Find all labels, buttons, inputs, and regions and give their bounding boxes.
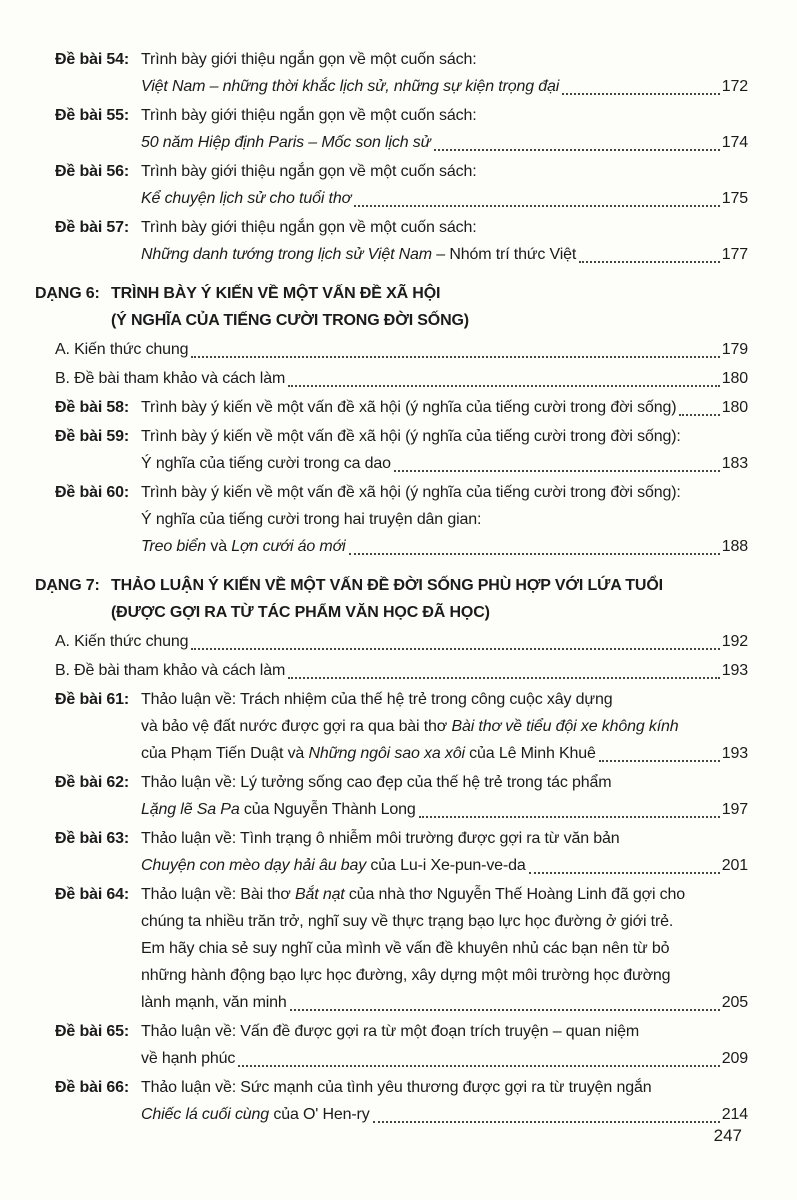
toc-entry-label: Đề bài 63: [55, 830, 130, 847]
toc-entry-lines [141, 479, 748, 560]
toc-line-text [141, 423, 681, 450]
toc-page-number: 193 [721, 662, 748, 679]
toc-line-text [141, 1074, 651, 1101]
toc-text-segment: Thảo luận về: Vấn đề được gợi ra từ một đoạn trích truyện – quan niệm [141, 1023, 640, 1040]
book-title-italic: Kể chuyện lịch sử cho tuổi thơ [141, 190, 352, 207]
toc-line-text [141, 394, 676, 421]
dotted-leader [238, 1065, 719, 1067]
toc-line [141, 506, 748, 533]
toc-line [141, 533, 748, 560]
toc-page-number: 175 [721, 190, 748, 207]
toc-text-segment: Thảo luận về: Lý tưởng sống cao đẹp của thế hệ trẻ trong tác phẩm [141, 774, 612, 791]
toc-line [141, 1101, 748, 1128]
toc-entry [55, 1018, 748, 1072]
toc-entry-lines [141, 769, 748, 823]
toc-text-segment: của O' Hen-ry [269, 1106, 370, 1123]
toc-line-text [141, 102, 477, 129]
toc-page-number: 183 [721, 455, 748, 472]
toc-text-segment: về hạnh phúc [141, 1050, 236, 1067]
toc-text-segment: Ý nghĩa của tiếng cười trong hai truyện dân gian: [141, 511, 482, 528]
toc-subentry [55, 657, 748, 684]
dotted-leader [419, 816, 720, 818]
book-title-italic: Bắt nạt [294, 886, 345, 903]
toc-line-text [141, 740, 596, 767]
toc-line-text [55, 336, 188, 363]
toc-entry-label: Đề bài 57: [55, 219, 130, 236]
toc-text-segment: của Lu-i Xe-pun-ve-da [366, 857, 526, 874]
dotted-leader [349, 553, 720, 555]
toc-line-text [141, 825, 620, 852]
toc-entry-lines [141, 423, 748, 477]
toc-line [141, 214, 748, 241]
toc-line [141, 796, 748, 823]
toc-line [141, 881, 748, 908]
toc-line [55, 628, 748, 655]
toc-text-segment: Trình bày giới thiệu ngắn gọn về một cuốn sách: [141, 51, 477, 68]
toc-line [141, 73, 748, 100]
toc-text-segment: chúng ta nhiều trăn trở, nghĩ suy về thực trạng bạo lực học đường ở giới trẻ. [141, 913, 674, 930]
toc-text-segment: A. Kiến thức chung [55, 633, 189, 650]
toc-line-text [55, 657, 285, 684]
toc-page-number: 201 [721, 857, 748, 874]
toc-text-segment: những hành động bạo lực học đường, xây dựng một môi trường học đường [141, 967, 671, 984]
toc-entry-lines [141, 158, 748, 212]
toc-text-segment: Thảo luận về: Sức mạnh của tình yêu thương được gợi ra từ truyện ngắn [141, 1079, 652, 1096]
toc-entry [55, 214, 748, 268]
toc-line-text [141, 450, 391, 477]
toc-text-segment: và bảo vệ đất nước được gợi ra qua bài thơ [141, 718, 452, 735]
dotted-leader [529, 872, 720, 874]
toc-line [141, 686, 748, 713]
section-heading-label: DẠNG 6: [35, 285, 100, 302]
dotted-leader [354, 205, 720, 207]
toc-line [141, 450, 748, 477]
section-heading-line: (ĐƯỢC GỢI RA TỪ TÁC PHẨM VĂN HỌC ĐÃ HỌC) [111, 604, 490, 621]
toc-line-text [141, 962, 670, 989]
toc-line-text [141, 796, 416, 823]
toc-text-segment: Thảo luận về: Bài thơ [141, 886, 295, 903]
book-title-italic: Việt Nam – những thời khắc lịch sử, những sự kiện trọng đại [141, 78, 560, 95]
toc-page-number: 197 [721, 801, 748, 818]
toc-line-text [141, 73, 559, 100]
toc-entry-lines [141, 825, 748, 879]
section-heading-lines [111, 572, 748, 626]
toc-page-number: 180 [721, 370, 748, 387]
toc-entry [55, 158, 748, 212]
toc-entry-label: Đề bài 60: [55, 484, 130, 501]
toc-text-segment: và [206, 538, 232, 555]
toc-line [141, 394, 748, 421]
toc-text-segment: của Nguyễn Thành Long [239, 801, 416, 818]
toc-line-text [55, 365, 285, 392]
toc-entry [55, 423, 748, 477]
toc-line [141, 158, 748, 185]
toc-line [141, 713, 748, 740]
dotted-leader [373, 1121, 720, 1123]
book-title-italic: Treo biển [141, 538, 207, 555]
toc-page-number: 205 [721, 994, 748, 1011]
toc-line-text [141, 852, 526, 879]
toc-entry-label: Đề bài 65: [55, 1023, 130, 1040]
toc-entry [55, 479, 748, 560]
toc-text-segment: Trình bày ý kiến về một vấn đề xã hội (ý nghĩa của tiếng cười trong đời sống) [141, 399, 677, 416]
toc-line [141, 1074, 748, 1101]
toc-entry [55, 881, 748, 1016]
toc-line-text [55, 628, 188, 655]
book-title-italic: Chiếc lá cuối cùng [141, 1106, 270, 1123]
toc-line [141, 102, 748, 129]
book-title-italic: Những ngôi sao xa xôi [308, 745, 465, 762]
toc-entry [55, 686, 748, 767]
toc-entry-label: Đề bài 56: [55, 163, 130, 180]
toc-text-segment: Trình bày giới thiệu ngắn gọn về một cuốn sách: [141, 107, 477, 124]
toc-line [141, 129, 748, 156]
toc-entry [55, 825, 748, 879]
toc-line-text [141, 1101, 370, 1128]
toc-text-segment: Thảo luận về: Tình trạng ô nhiễm môi trường được gợi ra từ văn bản [141, 830, 620, 847]
book-title-italic: Bài thơ về tiểu đội xe không kính [451, 718, 679, 735]
toc-line [141, 769, 748, 796]
toc-line [141, 825, 748, 852]
toc-page-number: 177 [721, 246, 748, 263]
toc-list [35, 46, 748, 1128]
section-heading-line: TRÌNH BÀY Ý KIẾN VỀ MỘT VẤN ĐỀ XÃ HỘI [111, 285, 441, 302]
toc-entry-label: Đề bài 66: [55, 1079, 130, 1096]
book-title-italic: Lợn cưới áo mới [231, 538, 346, 555]
dotted-leader [394, 470, 720, 472]
dotted-leader [579, 261, 720, 263]
toc-text-segment: Ý nghĩa của tiếng cười trong ca dao [141, 455, 391, 472]
toc-text-segment: của Lê Minh Khuê [464, 745, 596, 762]
toc-text-segment: Trình bày ý kiến về một vấn đề xã hội (ý nghĩa của tiếng cười trong đời sống): [141, 484, 681, 501]
toc-line [141, 1018, 748, 1045]
toc-entry-label: Đề bài 62: [55, 774, 130, 791]
toc-text-segment: lành mạnh, văn minh [141, 994, 287, 1011]
toc-line-text [141, 533, 346, 560]
book-title-italic: Lặng lẽ Sa Pa [141, 801, 240, 818]
toc-line-text [141, 506, 481, 533]
toc-text-segment: Trình bày ý kiến về một vấn đề xã hội (ý nghĩa của tiếng cười trong đời sống): [141, 428, 681, 445]
toc-line [55, 365, 748, 392]
toc-line [55, 336, 748, 363]
toc-line [141, 185, 748, 212]
toc-line [141, 46, 748, 73]
toc-line-text [141, 129, 431, 156]
toc-entry [55, 394, 748, 421]
toc-line [141, 1045, 748, 1072]
toc-entry-label: Đề bài 64: [55, 886, 130, 903]
toc-text-segment: B. Đề bài tham khảo và cách làm [55, 662, 286, 679]
dotted-leader [679, 414, 719, 416]
toc-entry [55, 1074, 748, 1128]
book-title-italic: 50 năm Hiệp định Paris – Mốc son lịch sử [141, 134, 431, 151]
toc-entry-label: Đề bài 55: [55, 107, 130, 124]
toc-page-number: 193 [721, 745, 748, 762]
toc-text-segment: Trình bày giới thiệu ngắn gọn về một cuốn sách: [141, 163, 477, 180]
book-title-italic: Những danh tướng trong lịch sử Việt Nam [141, 246, 432, 263]
toc-entry-lines [141, 214, 748, 268]
book-title-italic: Chuyện con mèo dạy hải âu bay [141, 857, 367, 874]
toc-line-text [141, 185, 351, 212]
toc-entry-label: Đề bài 58: [55, 399, 130, 416]
toc-entry-label: Đề bài 54: [55, 51, 130, 68]
toc-text-segment: – Nhóm trí thức Việt [432, 246, 577, 263]
toc-entry [55, 46, 748, 100]
toc-line-text [141, 1018, 639, 1045]
toc-entry [55, 102, 748, 156]
toc-entry-lines [141, 1018, 748, 1072]
toc-text-segment: Thảo luận về: Trách nhiệm của thế hệ trẻ trong công cuộc xây dựng [141, 691, 613, 708]
toc-page-number: 188 [721, 538, 748, 555]
dotted-leader [434, 149, 720, 151]
dotted-leader [288, 677, 720, 679]
dotted-leader [290, 1009, 720, 1011]
toc-line-text [141, 935, 669, 962]
toc-line [55, 657, 748, 684]
toc-text-segment: của nhà thơ Nguyễn Thế Hoàng Linh đã gợi cho [344, 886, 686, 903]
toc-line [141, 479, 748, 506]
section-heading [35, 280, 748, 334]
toc-text-segment: A. Kiến thức chung [55, 341, 189, 358]
toc-page-number: 179 [721, 341, 748, 358]
toc-page-number: 180 [721, 399, 748, 416]
toc-subentry [55, 365, 748, 392]
toc-line-text [141, 158, 477, 185]
toc-entry-label: Đề bài 59: [55, 428, 130, 445]
toc-subentry [55, 628, 748, 655]
toc-text-segment: B. Đề bài tham khảo và cách làm [55, 370, 286, 387]
toc-page-number: 174 [721, 134, 748, 151]
dotted-leader [191, 648, 719, 650]
toc-line-text [141, 989, 287, 1016]
toc-line [141, 241, 748, 268]
toc-line [141, 740, 748, 767]
section-heading [35, 572, 748, 626]
toc-text-segment: Em hãy chia sẻ suy nghĩ của mình về vấn đề khuyên nhủ các bạn nên từ bỏ [141, 940, 670, 957]
toc-line-text [141, 214, 477, 241]
toc-page-number: 214 [721, 1106, 748, 1123]
toc-text-segment: Trình bày giới thiệu ngắn gọn về một cuốn sách: [141, 219, 477, 236]
toc-entry-label: Đề bài 61: [55, 691, 130, 708]
toc-entry-lines [141, 686, 748, 767]
toc-line [141, 989, 748, 1016]
toc-line-text [141, 908, 673, 935]
toc-entry-lines [141, 1074, 748, 1128]
toc-page-number: 192 [721, 633, 748, 650]
toc-line [141, 962, 748, 989]
section-heading-label: DẠNG 7: [35, 577, 100, 594]
toc-page-number: 172 [721, 78, 748, 95]
toc-line [141, 852, 748, 879]
page-footer-number: 247 [713, 1126, 742, 1145]
toc-line [141, 908, 748, 935]
dotted-leader [599, 760, 720, 762]
dotted-leader [288, 385, 720, 387]
toc-entry-lines [141, 102, 748, 156]
toc-line [141, 423, 748, 450]
toc-line-text [141, 46, 477, 73]
section-heading-line: THẢO LUẬN Ý KIẾN VỀ MỘT VẤN ĐỀ ĐỜI SỐNG PHÙ HỢP VỚI LỨA TUỔI [111, 577, 663, 594]
toc-line-text [141, 881, 685, 908]
toc-line-text [141, 713, 679, 740]
toc-line-text [141, 479, 681, 506]
toc-subentry [55, 336, 748, 363]
toc-entry-lines [141, 394, 748, 421]
toc-entry-lines [141, 881, 748, 1016]
section-heading-line: (Ý NGHĨA CỦA TIẾNG CƯỜI TRONG ĐỜI SỐNG) [111, 312, 469, 329]
toc-text-segment: của Phạm Tiến Duật và [141, 745, 309, 762]
toc-page-number: 209 [721, 1050, 748, 1067]
section-heading-lines [111, 280, 748, 334]
toc-line-text [141, 769, 611, 796]
dotted-leader [191, 356, 719, 358]
toc-entry [55, 769, 748, 823]
toc-line-text [141, 686, 612, 713]
toc-line [141, 935, 748, 962]
toc-line-text [141, 1045, 235, 1072]
toc-line-text [141, 241, 576, 268]
dotted-leader [562, 93, 720, 95]
toc-entry-lines [141, 46, 748, 100]
